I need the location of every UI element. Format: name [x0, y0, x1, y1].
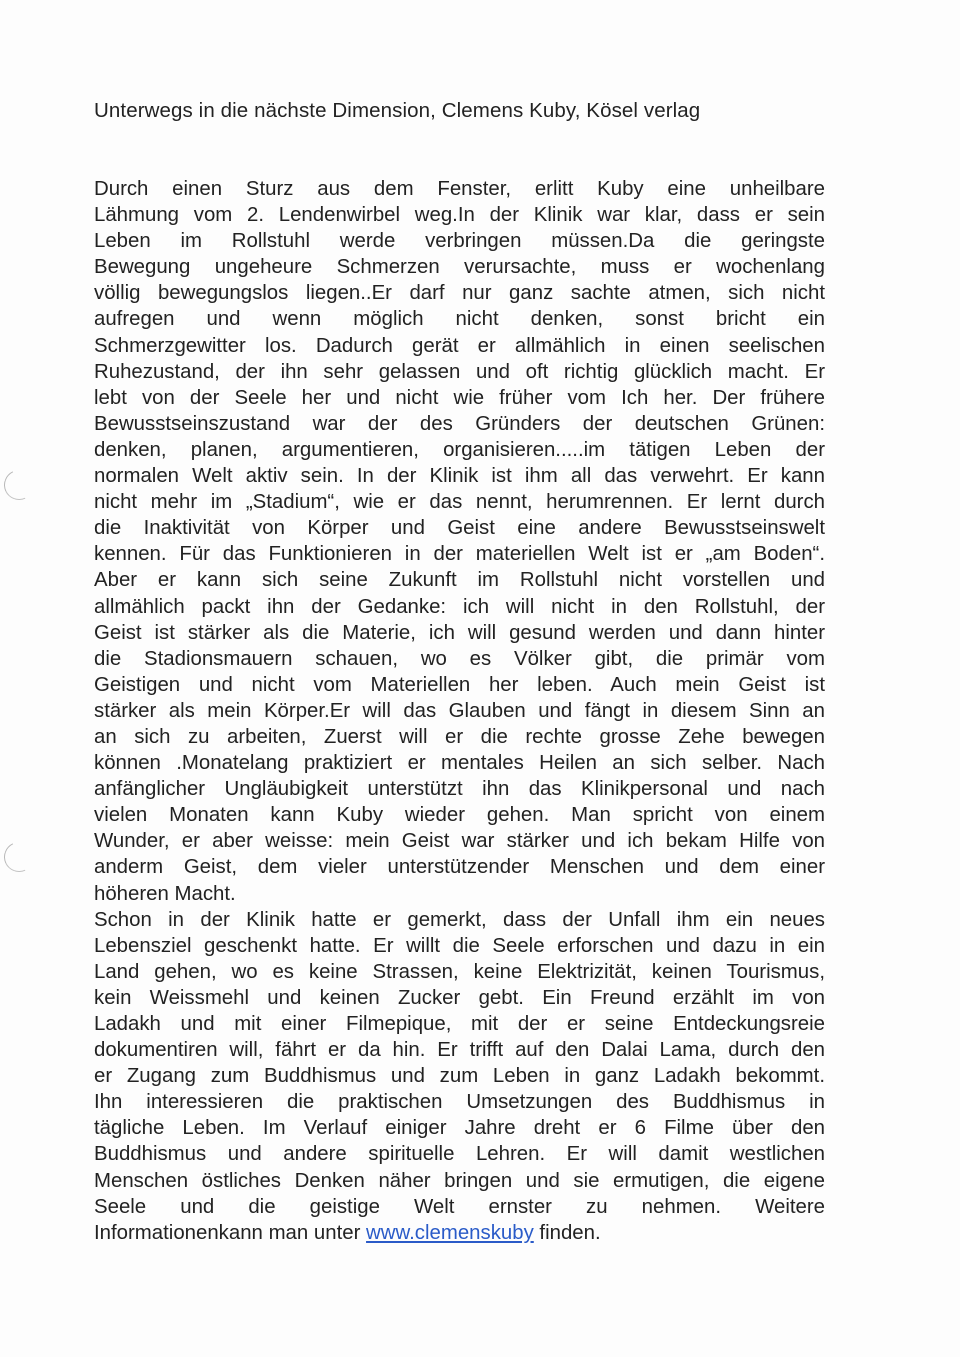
body-line: Durch einen Sturz aus dem Fenster, erlitt Kuby eine unheilbare — [94, 178, 825, 200]
body-line: allmählich packt ihn der Gedanke: ich will nicht in den Rollstuhl, der — [94, 595, 825, 618]
body-line: Bewegung ungeheure Schmerzen verursachte, muss er wochenlang — [94, 256, 825, 279]
body-line: nicht mehr im „Stadium“, wie er das nennt, herumrennen. Er lernt durch — [94, 491, 825, 514]
body-line: kennen. Für das Funktionieren in der materiellen Welt ist er „am Boden“. — [94, 543, 825, 566]
website-link[interactable]: www.clemenskuby — [366, 1221, 534, 1244]
body-line: Geist ist stärker als die Materie, ich will gesund werden und dann hinter — [94, 621, 825, 644]
body-line: höheren Macht. — [94, 882, 236, 905]
body-line: normalen Welt aktiv sein. In der Klinik ist ihm all das verwehrt. Er kann — [94, 465, 825, 488]
body-line: Ruhezustand, der ihn sehr gelassen und oft richtig glücklich macht. Er — [94, 360, 825, 383]
body-line: Ihn interessieren die praktischen Umsetzungen des Buddhismus in — [94, 1091, 825, 1114]
document-title: Unterwegs in die nächste Dimension, Clemens Kuby, Kösel verlag — [94, 99, 701, 122]
body-line: anfänglicher Ungläubigkeit unterstützt ihn das Klinikpersonal und nach — [94, 778, 825, 801]
body-line: Schon in der Klinik hatte er gemerkt, dass der Unfall ihm ein neues — [94, 908, 825, 931]
body-last-line — [94, 1220, 825, 1246]
body-line: Leben im Rollstuhl werde verbringen müssen.Da die geringste — [94, 230, 825, 253]
body-line: können .Monatelang praktiziert er mentales Heilen an sich selber. Nach — [94, 752, 825, 775]
body-line: Buddhismus und andere spirituelle Lehren. Er will damit westlichen — [94, 1143, 825, 1166]
body-line: Wunder, er aber weisse: mein Geist war stärker und ich bekam Hilfe von — [94, 830, 825, 853]
body-line: lebt von der Seele her und nicht wie früher vom Ich her. Der frühere — [94, 386, 825, 409]
last-line-text: Informationenkann man unter — [94, 1221, 367, 1244]
body-line: Menschen östliches Denken näher bringen und sie ermutigen, die eigene — [94, 1169, 825, 1192]
punch-hole-mark — [0, 838, 38, 876]
punch-hole-mark — [0, 466, 38, 504]
body-line: Geistigen und nicht vom Materiellen her leben. Auch mein Geist ist — [94, 673, 825, 696]
last-line-suffix: finden. — [533, 1221, 601, 1244]
body-line: Land gehen, wo es keine Strassen, keine Elektrizität, keinen Tourismus, — [94, 960, 825, 983]
body-line: die Inaktivität von Körper und Geist eine andere Bewusstseinswelt — [94, 517, 825, 540]
body-line: er Zugang zum Buddhismus und zum Leben in ganz Ladakh bekommt. — [94, 1065, 825, 1088]
document-body — [94, 176, 825, 1246]
body-line: Aber er kann sich seine Zukunft im Rollstuhl nicht vorstellen und — [94, 569, 825, 592]
body-line: anderm Geist, dem vieler unterstützender Menschen und dem einer — [94, 856, 825, 879]
body-line: Schmerzgewitter los. Dadurch gerät er allmählich in einen seelischen — [94, 334, 825, 357]
body-line: Ladakh und mit einer Filmepique, mit der er seine Entdeckungsreie — [94, 1013, 825, 1035]
body-line: die Stadionsmauern schauen, wo es Völker gibt, die primär vom — [94, 647, 825, 670]
body-line: an sich zu arbeiten, Zuerst will er die rechte grosse Zehe bewegen — [94, 725, 825, 748]
body-line: stärker als mein Körper.Er will das Glauben und fängt in diesem Sinn an — [94, 699, 825, 722]
body-line: vielen Monaten kann Kuby wieder gehen. Man spricht von einem — [94, 804, 825, 827]
body-line: Seele und die geistige Welt ernster zu nehmen. Weitere — [94, 1195, 825, 1218]
body-line: Lähmung vom 2. Lendenwirbel weg.In der Klinik war klar, dass er sein — [94, 204, 825, 227]
body-line: dokumentiren will, fährt er da hin. Er trifft auf den Dalai Lama, durch den — [94, 1039, 825, 1062]
body-line: aufregen und wenn möglich nicht denken, sonst bricht ein — [94, 308, 825, 331]
body-line: kein Weissmehl und keinen Zucker gebt. Ein Freund erzählt im von — [94, 986, 825, 1009]
body-line: Bewusstseinszustand war der des Gründers der deutschen Grünen: — [94, 412, 825, 435]
body-line: Lebensziel geschenkt hatte. Er willt die Seele erforschen und dazu in ein — [94, 934, 825, 957]
body-line: tägliche Leben. Im Verlauf einiger Jahre dreht er 6 Filme über den — [94, 1117, 825, 1140]
body-line: völlig bewegungslos liegen..Er darf nur ganz sachte atmen, sich nicht — [94, 282, 825, 305]
body-line: denken, planen, argumentieren, organisieren.....im tätigen Leben der — [94, 438, 825, 461]
